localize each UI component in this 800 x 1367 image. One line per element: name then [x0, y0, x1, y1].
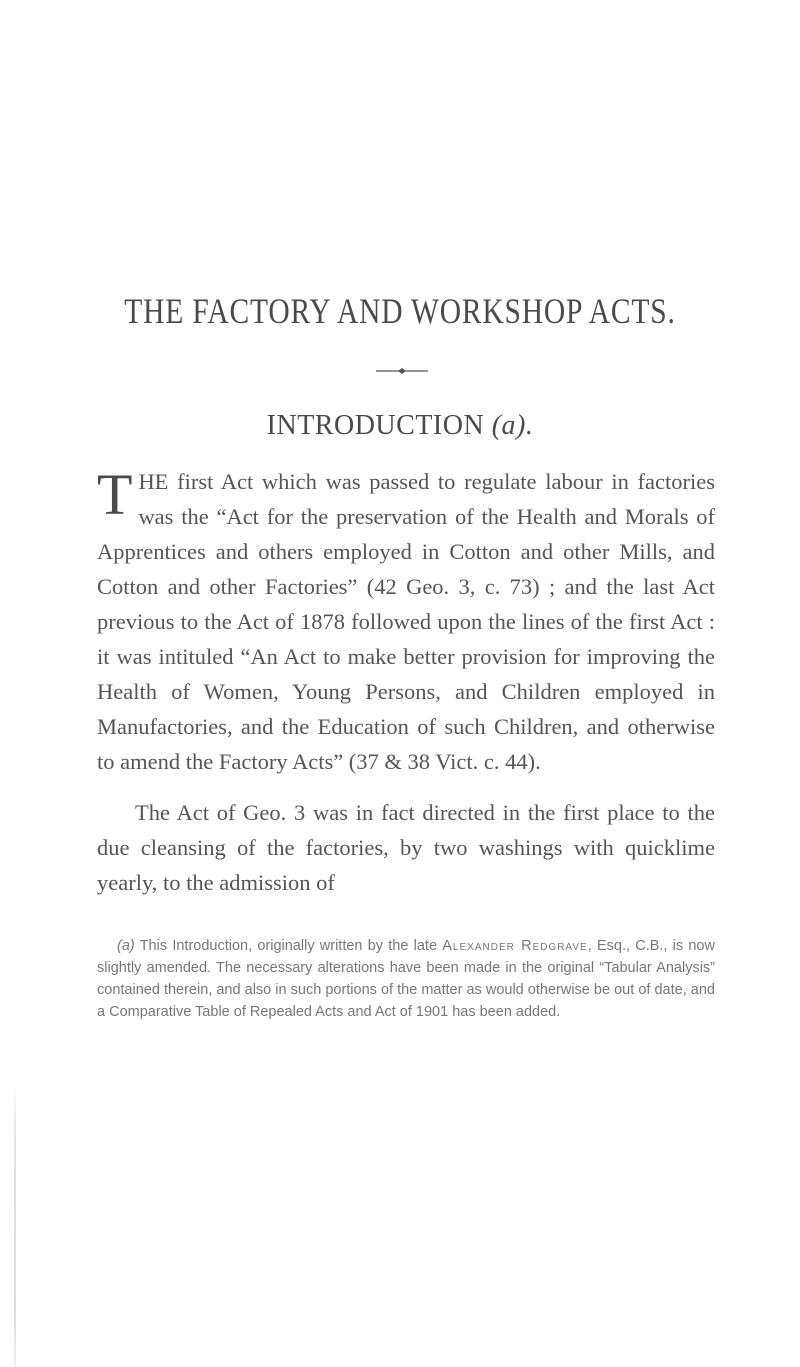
- paragraph-1: [97, 464, 715, 779]
- section-heading-title: INTRODUCTION: [266, 410, 485, 441]
- paragraph-2: [97, 795, 715, 900]
- paragraph-1-text: HE first Act which was passed to regulate labour in factories was the “Act for the preservation of the Health and Morals of Apprentices and others employed in Cotton and other Mills, and Cotton and other Factories” (42 Geo. 3, c. 73) ; and the last Act previous to the Act of 1878 followed upon the lines of the first Act : it was intituled “An Act to make better provision for improving the Health of Women, Young Persons, and Children employed in Manufactories, and the Education of such Children, and otherwise to amend the Factory Acts” (37 & 38 Vict. c. 44).: [97, 469, 715, 774]
- running-title: THE FACTORY AND WORKSHOP ACTS.: [124, 291, 676, 331]
- footnote-author-name: Alexander Redgrave: [442, 938, 588, 954]
- page-gutter-shadow: [14, 1080, 16, 1367]
- paragraph-2-text: The Act of Geo. 3 was in fact directed in the first place to the due cleansing of the factories, by two washings with quicklime yearly, to the admission of: [97, 800, 715, 895]
- drop-cap: T: [97, 462, 133, 527]
- section-heading: [0, 410, 800, 442]
- footnote-text-end: , Esq., C.B., is now slightly amended. The necessary alterations have been made in the original “Tabular Analysis” contained therein, and also in such portions of the matter as would otherwise be out of date, and a Comparative Table of Repealed Acts and Act of 1901 has been added.: [97, 938, 715, 1020]
- section-heading-footnote-ref: (a).: [491, 410, 534, 441]
- footnote: [97, 935, 715, 1023]
- ornamental-divider: [376, 367, 428, 375]
- footnote-mark: (a): [117, 938, 135, 954]
- footnote-text-start: This Introduction, originally written by the late: [139, 938, 438, 954]
